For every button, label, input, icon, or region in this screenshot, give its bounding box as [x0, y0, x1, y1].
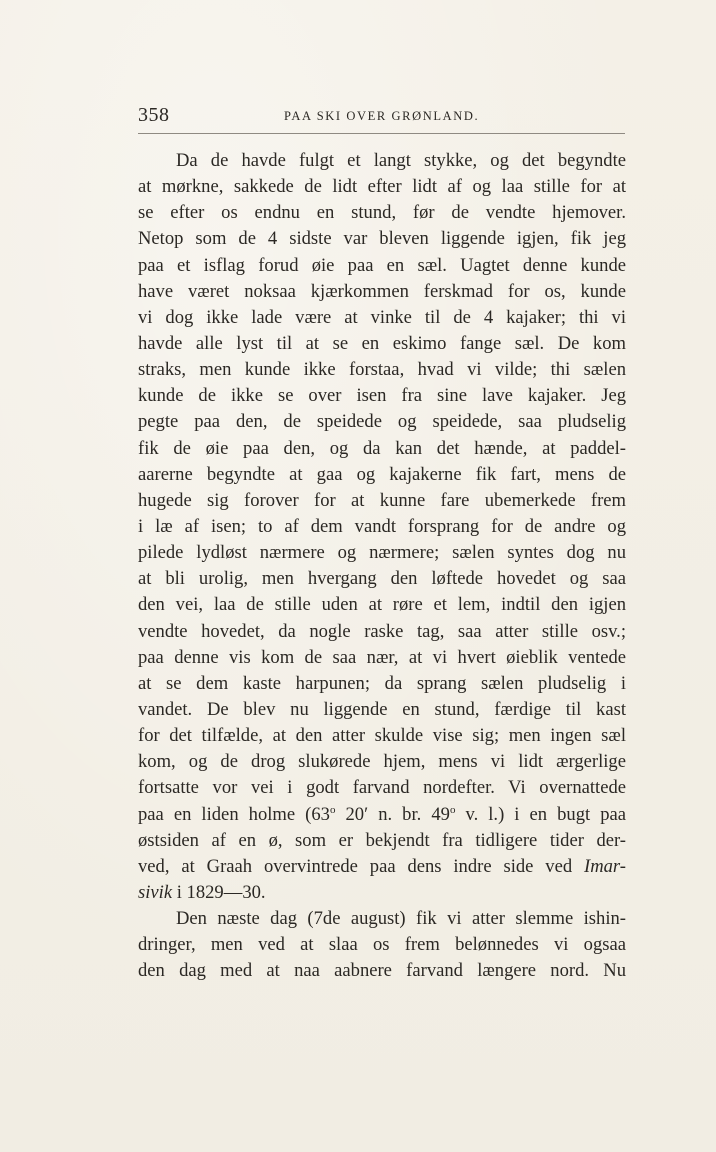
degree-mark: o [449, 803, 456, 816]
text-line: vi dog ikke lade være at vinke til de 4 kajaker; thi vi [138, 306, 626, 328]
text-line: at bli urolig, men hvergang den løftede hovedet og saa [138, 568, 626, 590]
place-name: Imar- [584, 855, 626, 877]
body-text [138, 148, 626, 985]
text-segment: v. l.) i en bugt paa [455, 803, 626, 825]
text-line: se efter os endnu en stund, før de vendte hjemover. [138, 202, 626, 224]
text-line-coordinates [138, 802, 626, 828]
text-line: kom, og de drog slukørede hjem, mens vi lidt ærgerlige [138, 751, 626, 773]
header-rule [138, 133, 625, 134]
text-line: Den næste dag (7de august) fik vi atter slemme ishin- [176, 908, 626, 930]
page-header [138, 104, 625, 130]
text-line: østsiden af en ø, som er bekjendt fra tidligere tider der- [138, 829, 626, 851]
text-line: kunde de ikke se over isen fra sine lave kajaker. Jeg [138, 385, 626, 407]
running-head: PAA SKI OVER GRØNLAND. [284, 109, 480, 123]
text-line: dringer, men ved at slaa os frem belønnedes vi ogsaa [138, 934, 626, 956]
text-line: i læ af isen; to af dem vandt forsprang for de andre og [138, 515, 626, 537]
text-line: pilede lydløst nærmere og nærmere; sælen syntes dog nu [138, 542, 626, 564]
text-line: vendte hovedet, da nogle raske tag, saa atter stille osv.; [138, 620, 626, 642]
text-line: have været noksaa kjærkommen ferskmad for os, kunde [138, 280, 626, 302]
text-segment: paa en liden holme (63 [138, 803, 330, 825]
text-segment: i 1829—30. [172, 881, 266, 903]
text-line: fortsatte vor vei i godt farvand nordefter. Vi overnattede [138, 777, 626, 799]
text-line: Netop som de 4 sidste var bleven liggende igjen, fik jeg [138, 228, 626, 250]
text-line: at mørkne, sakkede de lidt efter lidt af og laa stille for at [138, 176, 626, 198]
text-line: paa et isflag forud øie paa en sæl. Uagtet denne kunde [138, 254, 626, 276]
text-line [138, 854, 626, 880]
text-line: hugede sig forover for at kunne fare ubemerkede frem [138, 489, 626, 511]
text-line: paa denne vis kom de saa nær, at vi hvert øieblik ventede [138, 646, 626, 668]
text-line [138, 880, 626, 906]
text-line: straks, men kunde ikke forstaa, hvad vi vilde; thi sælen [138, 359, 626, 381]
text-line: den vei, laa de stille uden at røre et lem, indtil den igjen [138, 594, 626, 616]
text-line: fik de øie paa den, og da kan det hænde, at paddel- [138, 437, 626, 459]
text-line: vandet. De blev nu liggende en stund, færdige til kast [138, 698, 626, 720]
text-line: Da de havde fulgt et langt stykke, og det begyndte [176, 150, 626, 171]
text-segment: 20′ n. br. 49 [335, 803, 450, 825]
page-number: 358 [138, 104, 170, 126]
text-line: havde alle lyst til at se en eskimo fange sæl. De kom [138, 332, 626, 354]
text-line: at se dem kaste harpunen; da sprang sælen pludselig i [138, 672, 626, 694]
place-name: sivik [138, 881, 173, 903]
text-line: den dag med at naa aabnere farvand længere nord. Nu [138, 960, 626, 982]
degree-mark: o [329, 803, 336, 816]
text-line: for det tilfælde, at den atter skulde vise sig; men ingen sæl [138, 725, 626, 747]
text-line: pegte paa den, de speidede og speidede, saa pludselig [138, 411, 626, 433]
text-segment: ved, at Graah overvintrede paa dens indre side ved [138, 855, 585, 877]
text-line: aarerne begyndte at gaa og kajakerne fik fart, mens de [138, 463, 626, 485]
